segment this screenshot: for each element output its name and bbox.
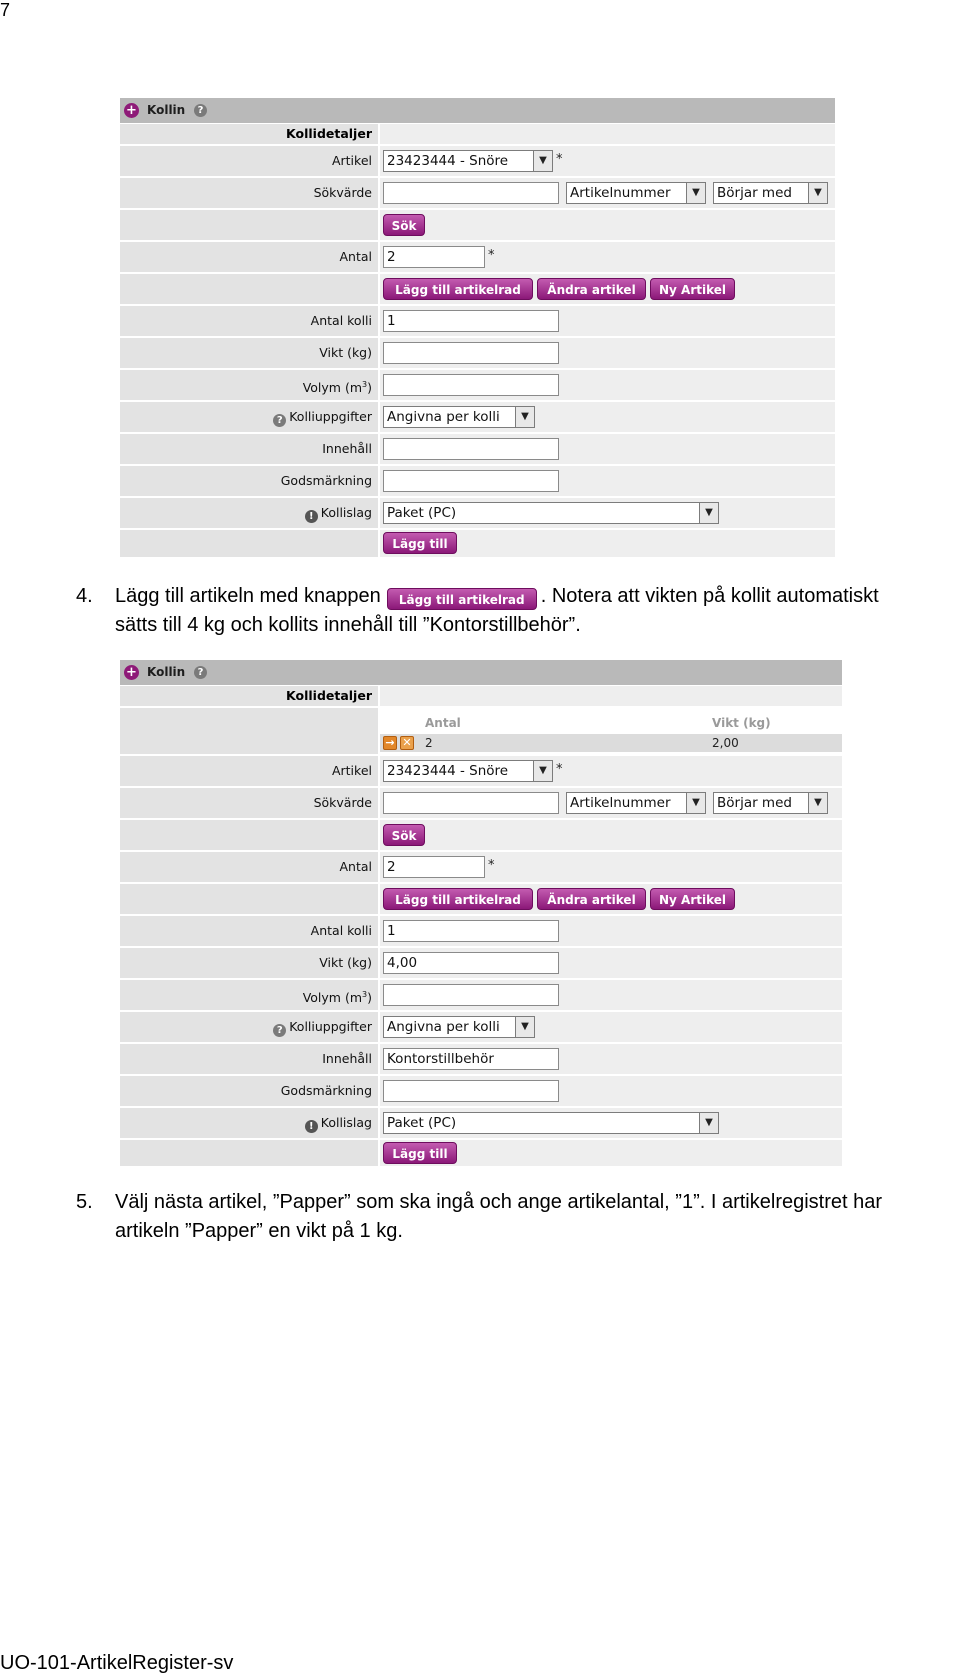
- artikel-select[interactable]: 23423444 - Snöre ▼: [383, 150, 553, 172]
- panel-title: Kollin: [147, 665, 186, 679]
- kolliuppgifter-label: ? Kolliuppgifter: [120, 402, 378, 432]
- volym-label: Volym $(m^3)$: [120, 370, 378, 400]
- kolliuppgifter-label: ? Kolliuppgifter: [120, 1012, 378, 1042]
- expand-icon[interactable]: +: [124, 665, 139, 680]
- help-icon[interactable]: ?: [273, 414, 286, 427]
- antal-input[interactable]: 2: [383, 246, 485, 268]
- kollin-panel-1: + Kollin ? Kollidetaljer Artikel Sökvärde Antal Antal kolli Vikt (kg) Volym $(m^3)$ ? Kolliuppgifter Innehåll Godsmärkning ! Kollislag 23423444 - Snöre ▼ * Artikelnummer ▼ Börjar med ▼ Sök 2 * Lägg till artikelrad Ändra artikel Ny Artikel 1 Angivna per kolli ▼ Paket (PC) ▼ Lägg till: [120, 98, 835, 557]
- volym-label: Volym $(m^3)$: [120, 980, 378, 1010]
- chevron-down-icon: ▼: [699, 1113, 718, 1133]
- help-icon[interactable]: ?: [194, 104, 207, 117]
- antal-kolli-label: Antal kolli: [120, 306, 378, 336]
- page-number: 7: [0, 0, 11, 20]
- panel-header: [120, 98, 835, 123]
- search-mode-select[interactable]: Börjar med ▼: [713, 182, 828, 204]
- chevron-down-icon: ▼: [686, 183, 705, 203]
- sok-button[interactable]: Sök: [383, 824, 425, 846]
- panel-title: Kollin: [147, 103, 186, 117]
- chevron-down-icon: ▼: [808, 793, 827, 813]
- ny-artikel-button[interactable]: Ny Artikel: [650, 278, 735, 300]
- artikel-label: Artikel: [120, 146, 378, 176]
- delete-icon[interactable]: ✕: [400, 736, 414, 750]
- sokvarde-label: Sökvärde: [120, 178, 378, 208]
- sokvarde-input[interactable]: [383, 182, 559, 204]
- step-text: Välj nästa artikel, ”Papper” som ska ingå och ange artikelantal, ”1”. I artikelregistret har: [115, 1191, 883, 1213]
- antal-kolli-input[interactable]: 1: [383, 920, 559, 942]
- step-number: 4.: [76, 585, 93, 607]
- andra-artikel-button[interactable]: Ändra artikel: [537, 888, 646, 910]
- table-header-vikt: Vikt (kg): [712, 716, 771, 730]
- arrow-right-icon[interactable]: →: [383, 736, 397, 750]
- vikt-input[interactable]: [383, 342, 559, 364]
- antal-kolli-input[interactable]: 1: [383, 310, 559, 332]
- kollin-panel-2: + Kollin ? Kollidetaljer Antal Vikt (kg) → ✕ 2 2,00 Artikel Sökvärde Antal Antal kolli Vikt (kg) Volym $(m^3)$ ? Kolliuppgifter Innehåll Godsmärkning ! Kollislag 23423444 - Snöre ▼ * Artikelnummer ▼ Börjar med ▼ Sök 2 * Lägg till artikelrad Ändra artikel Ny Artikel 1 4,00 Angivna per kolli ▼ Kontorstillbehör Paket (PC) ▼ Lägg till: [120, 660, 842, 1166]
- table-header-antal: Antal: [425, 716, 461, 730]
- kollislag-select[interactable]: Paket (PC) ▼: [383, 502, 719, 524]
- antal-label: Antal: [120, 852, 378, 882]
- chevron-down-icon: ▼: [515, 1017, 534, 1037]
- lagg-till-artikelrad-button-inline: Lägg till artikelrad: [387, 588, 537, 610]
- kollislag-label: ! Kollislag: [120, 1108, 378, 1138]
- table-cell-vikt: 2,00: [712, 736, 739, 750]
- artikel-label: Artikel: [120, 756, 378, 786]
- step-text: sätts till 4 kg och kollits innehåll till ”Kontorstillbehör”.: [115, 614, 581, 636]
- sok-button[interactable]: Sök: [383, 214, 425, 236]
- info-icon[interactable]: !: [305, 510, 318, 523]
- help-icon[interactable]: ?: [194, 666, 207, 679]
- antal-kolli-label: Antal kolli: [120, 916, 378, 946]
- godsmarkning-label: Godsmärkning: [120, 1076, 378, 1106]
- kollislag-select[interactable]: Paket (PC) ▼: [383, 1112, 719, 1134]
- footer: UO-101-ArtikelRegister-sv: [0, 1652, 234, 1674]
- search-field-select[interactable]: Artikelnummer ▼: [566, 182, 706, 204]
- innehall-input[interactable]: [383, 438, 559, 460]
- kolliuppgifter-select[interactable]: Angivna per kolli ▼: [383, 1016, 535, 1038]
- chevron-down-icon: ▼: [808, 183, 827, 203]
- lagg-till-artikelrad-button[interactable]: Lägg till artikelrad: [383, 278, 533, 300]
- step-text: . Notera att vikten på kollit automatiskt: [540, 585, 879, 607]
- step-4: [76, 582, 956, 640]
- help-icon[interactable]: ?: [273, 1024, 286, 1037]
- volym-input[interactable]: [383, 374, 559, 396]
- vikt-label: Vikt (kg): [120, 338, 378, 368]
- volym-input[interactable]: [383, 984, 559, 1006]
- antal-input[interactable]: 2: [383, 856, 485, 878]
- artikel-select[interactable]: 23423444 - Snöre ▼: [383, 760, 553, 782]
- table-cell-antal: 2: [425, 736, 433, 750]
- lagg-till-artikelrad-button[interactable]: Lägg till artikelrad: [383, 888, 533, 910]
- sokvarde-label: Sökvärde: [120, 788, 378, 818]
- innehall-input[interactable]: Kontorstillbehör: [383, 1048, 559, 1070]
- kolliuppgifter-select[interactable]: Angivna per kolli ▼: [383, 406, 535, 428]
- step-number: 5.: [76, 1191, 93, 1213]
- lagg-till-button[interactable]: Lägg till: [383, 532, 457, 554]
- chevron-down-icon: ▼: [699, 503, 718, 523]
- search-mode-select[interactable]: Börjar med ▼: [713, 792, 828, 814]
- expand-icon[interactable]: +: [124, 103, 139, 118]
- chevron-down-icon: ▼: [686, 793, 705, 813]
- panel-header: [120, 660, 842, 685]
- godsmarkning-label: Godsmärkning: [120, 466, 378, 496]
- godsmarkning-input[interactable]: [383, 470, 559, 492]
- step-text: artikeln ”Papper” en vikt på 1 kg.: [115, 1220, 403, 1242]
- vikt-label: Vikt (kg): [120, 948, 378, 978]
- ny-artikel-button[interactable]: Ny Artikel: [650, 888, 735, 910]
- info-icon[interactable]: !: [305, 1120, 318, 1133]
- section-label: Kollidetaljer: [120, 124, 378, 144]
- step-5: [76, 1188, 960, 1246]
- godsmarkning-input[interactable]: [383, 1080, 559, 1102]
- search-field-select[interactable]: Artikelnummer ▼: [566, 792, 706, 814]
- innehall-label: Innehåll: [120, 434, 378, 464]
- chevron-down-icon: ▼: [533, 151, 552, 171]
- chevron-down-icon: ▼: [515, 407, 534, 427]
- step-text: Lägg till artikeln med knappen: [115, 585, 381, 607]
- section-label: Kollidetaljer: [120, 686, 378, 706]
- chevron-down-icon: ▼: [533, 761, 552, 781]
- andra-artikel-button[interactable]: Ändra artikel: [537, 278, 646, 300]
- lagg-till-button[interactable]: Lägg till: [383, 1142, 457, 1164]
- table-row: [380, 734, 842, 752]
- sokvarde-input[interactable]: [383, 792, 559, 814]
- innehall-label: Innehåll: [120, 1044, 378, 1074]
- antal-label: Antal: [120, 242, 378, 272]
- kollislag-label: ! Kollislag: [120, 498, 378, 528]
- vikt-input[interactable]: 4,00: [383, 952, 559, 974]
